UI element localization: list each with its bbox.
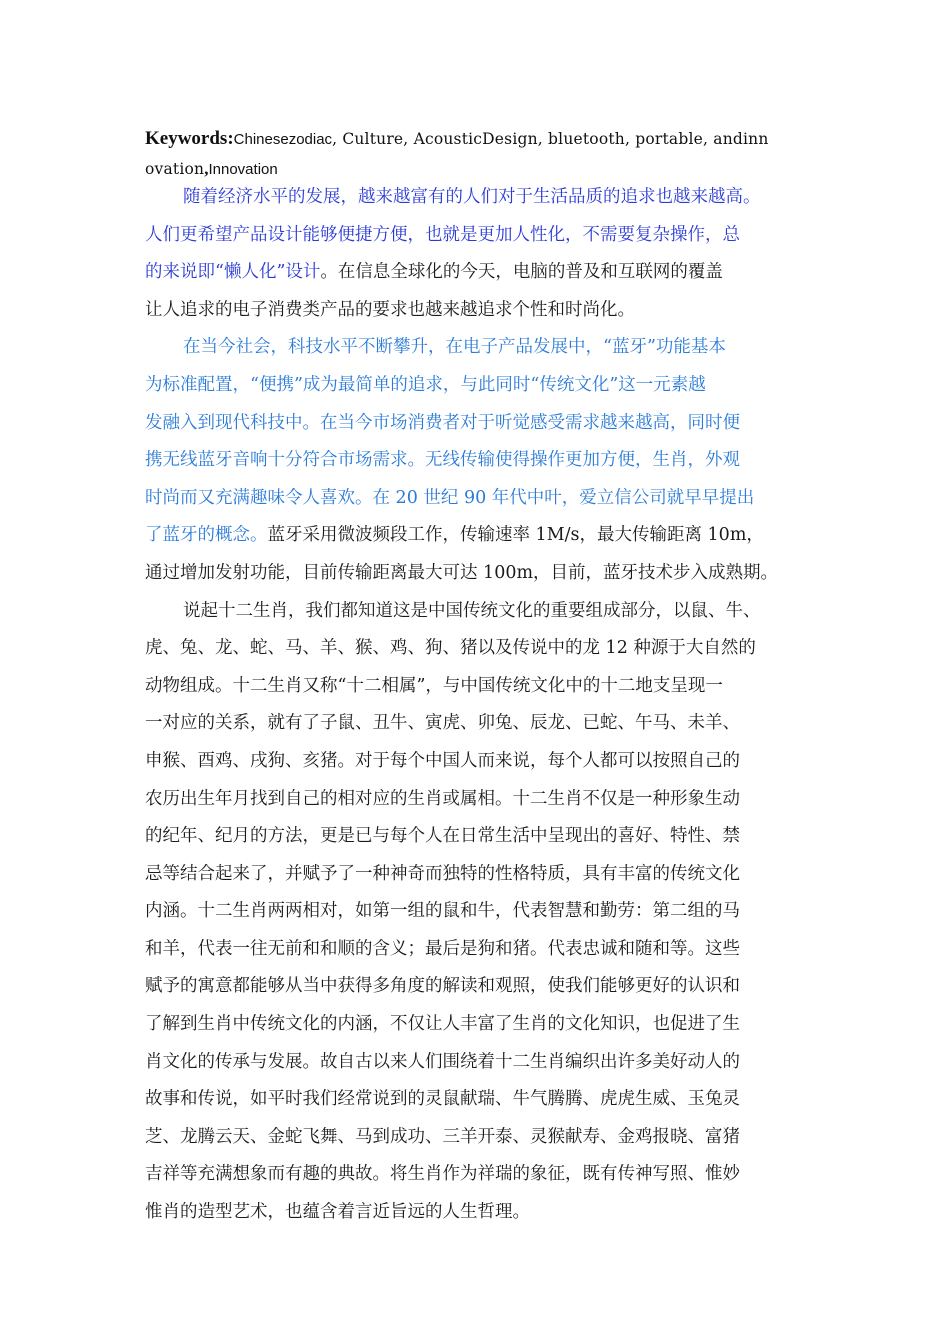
text-segment: 惟肖的造型艺术，也蕴含着言近旨远的人生哲理。 [145, 1202, 530, 1223]
text-line [145, 1044, 825, 1082]
text-line [145, 254, 825, 292]
text-line [145, 668, 825, 706]
text-segment: 时尚而又充满趣味令人喜欢。在 20 世纪 90 年代中叶，爱立信公司就早早提出 [145, 487, 755, 508]
keywords-comma: , [204, 159, 209, 178]
text-line [145, 931, 825, 969]
text-line [145, 1156, 825, 1194]
keywords-label: Keywords: [145, 128, 234, 149]
paragraph-p3 [145, 593, 825, 1232]
text-line [145, 593, 825, 631]
text-segment: 内涵。十二生肖两两相对，如第一组的鼠和牛，代表智慧和勤劳：第二组的马 [145, 901, 740, 922]
text-segment: 和羊，代表一往无前和和顺的含义；最后是狗和猪。代表忠诚和随和等。这些 [145, 938, 740, 959]
text-line [145, 367, 825, 405]
text-line [145, 405, 825, 443]
text-segment: 吉祥等充满想象而有趣的典故。将生肖作为祥瑞的象征，既有传神写照、惟妙 [145, 1164, 740, 1185]
text-line [145, 630, 825, 668]
text-segment: 为标准配置，“便携”成为最简单的追求，与此同时“传统文化”这一元素越 [145, 374, 706, 395]
text-segment: 人们更希望产品设计能够便捷方便，也就是更加人性化，不需要复杂操作，总 [145, 224, 740, 245]
text-line [145, 743, 825, 781]
text-segment: 携无线蓝牙音响十分符合市场需求。无线传输使得操作更加方便，生肖，外观 [145, 450, 740, 471]
text-line [145, 292, 825, 330]
paragraph-p2 [145, 329, 825, 592]
text-segment: 虎、兔、龙、蛇、马、羊、猴、鸡、狗、猪以及传说中的龙 12 种源于大自然的 [145, 638, 756, 659]
keywords-list-continued: ovation [145, 160, 205, 178]
text-segment: 肖文化的传承与发展。故自古以来人们围绕着十二生肖编织出许多美好动人的 [145, 1051, 740, 1072]
text-segment: 。在信息全球化的今天，电脑的普及和互联网的覆盖 [320, 262, 723, 283]
text-segment: 申猴、酉鸡、戌狗、亥猪。对于每个中国人而来说，每个人都可以按照自己的 [145, 750, 740, 771]
text-segment: 一对应的关系，就有了子鼠、丑牛、寅虎、卯兔、辰龙、已蛇、午马、未羊、 [145, 713, 740, 734]
text-segment: 农历出生年月找到自己的相对应的生肖或属相。十二生肖不仅是一种形象生动 [145, 788, 740, 809]
text-line [145, 781, 825, 819]
text-line [145, 1119, 825, 1157]
text-segment: 芝、龙腾云天、金蛇飞舞、马到成功、三羊开泰、灵猴献寿、金鸡报晓、富猪 [145, 1126, 740, 1147]
text-segment: 了蓝牙的概念。 [145, 525, 268, 546]
text-segment: 让人追求的电子消费类产品的要求也越来越追求个性和时尚化。 [145, 299, 635, 320]
body-text [145, 179, 825, 1232]
text-line [145, 968, 825, 1006]
text-segment: 故事和传说，如平时我们经常说到的灵鼠献瑞、牛气腾腾、虎虎生威、玉兔灵 [145, 1089, 740, 1110]
keyword-chinese-zodiac: Chinesezodiac [233, 131, 333, 148]
text-segment: 蓝牙采用微波频段工作，传输速率 1M/s，最大传输距离 10m， [267, 525, 764, 546]
text-line [145, 217, 825, 255]
text-line [145, 818, 825, 856]
text-segment: 动物组成。十二生肖又称“十二相属”，与中国传统文化中的十二地支呈现一 [145, 675, 723, 696]
text-line [145, 442, 825, 480]
text-segment: 的纪年、纪月的方法，更是已与每个人在日常生活中呈现出的喜好、特性、禁 [145, 826, 740, 847]
text-line [145, 705, 825, 743]
text-segment: 通过增加发射功能，目前传输距离最大可达 100m，目前，蓝牙技术步入成熟期。 [145, 562, 779, 583]
keywords-list: , Culture, AcousticDesign, bluetooth, portable, andinn [332, 130, 769, 148]
text-segment: 发融入到现代科技中。在当今市场消费者对于听觉感受需求越来越高，同时便 [145, 412, 740, 433]
text-line [145, 893, 825, 931]
paragraph-p1 [145, 179, 825, 329]
text-line [145, 480, 825, 518]
keywords-block [145, 124, 835, 184]
text-segment: 说起十二生肖，我们都知道这是中国传统文化的重要组成部分，以鼠、牛、 [183, 600, 761, 621]
text-line [145, 1006, 825, 1044]
text-line [145, 179, 825, 217]
text-line [145, 517, 825, 555]
text-line [145, 1081, 825, 1119]
text-line [145, 1194, 825, 1232]
text-segment: 了解到生肖中传统文化的内涵，不仅让人丰富了生肖的文化知识，也促进了生 [145, 1014, 740, 1035]
text-line [145, 329, 825, 367]
text-segment: 忌等结合起来了，并赋予了一种神奇而独特的性格特质，具有丰富的传统文化 [145, 863, 740, 884]
text-line [145, 856, 825, 894]
text-segment: 随着经济水平的发展，越来越富有的人们对于生活品质的追求也越来越高。 [183, 187, 761, 207]
text-segment: 的来说即“懒人化”设计 [145, 262, 321, 283]
keyword-innovation: Innovation [208, 161, 278, 178]
keywords-line-1 [145, 124, 835, 154]
text-segment: 赋予的寓意都能够从当中获得多角度的解读和观照，使我们能够更好的认识和 [145, 976, 740, 997]
text-segment: 在当今社会，科技水平不断攀升，在电子产品发展中，“蓝牙”功能基本 [183, 337, 726, 358]
text-line [145, 555, 825, 593]
